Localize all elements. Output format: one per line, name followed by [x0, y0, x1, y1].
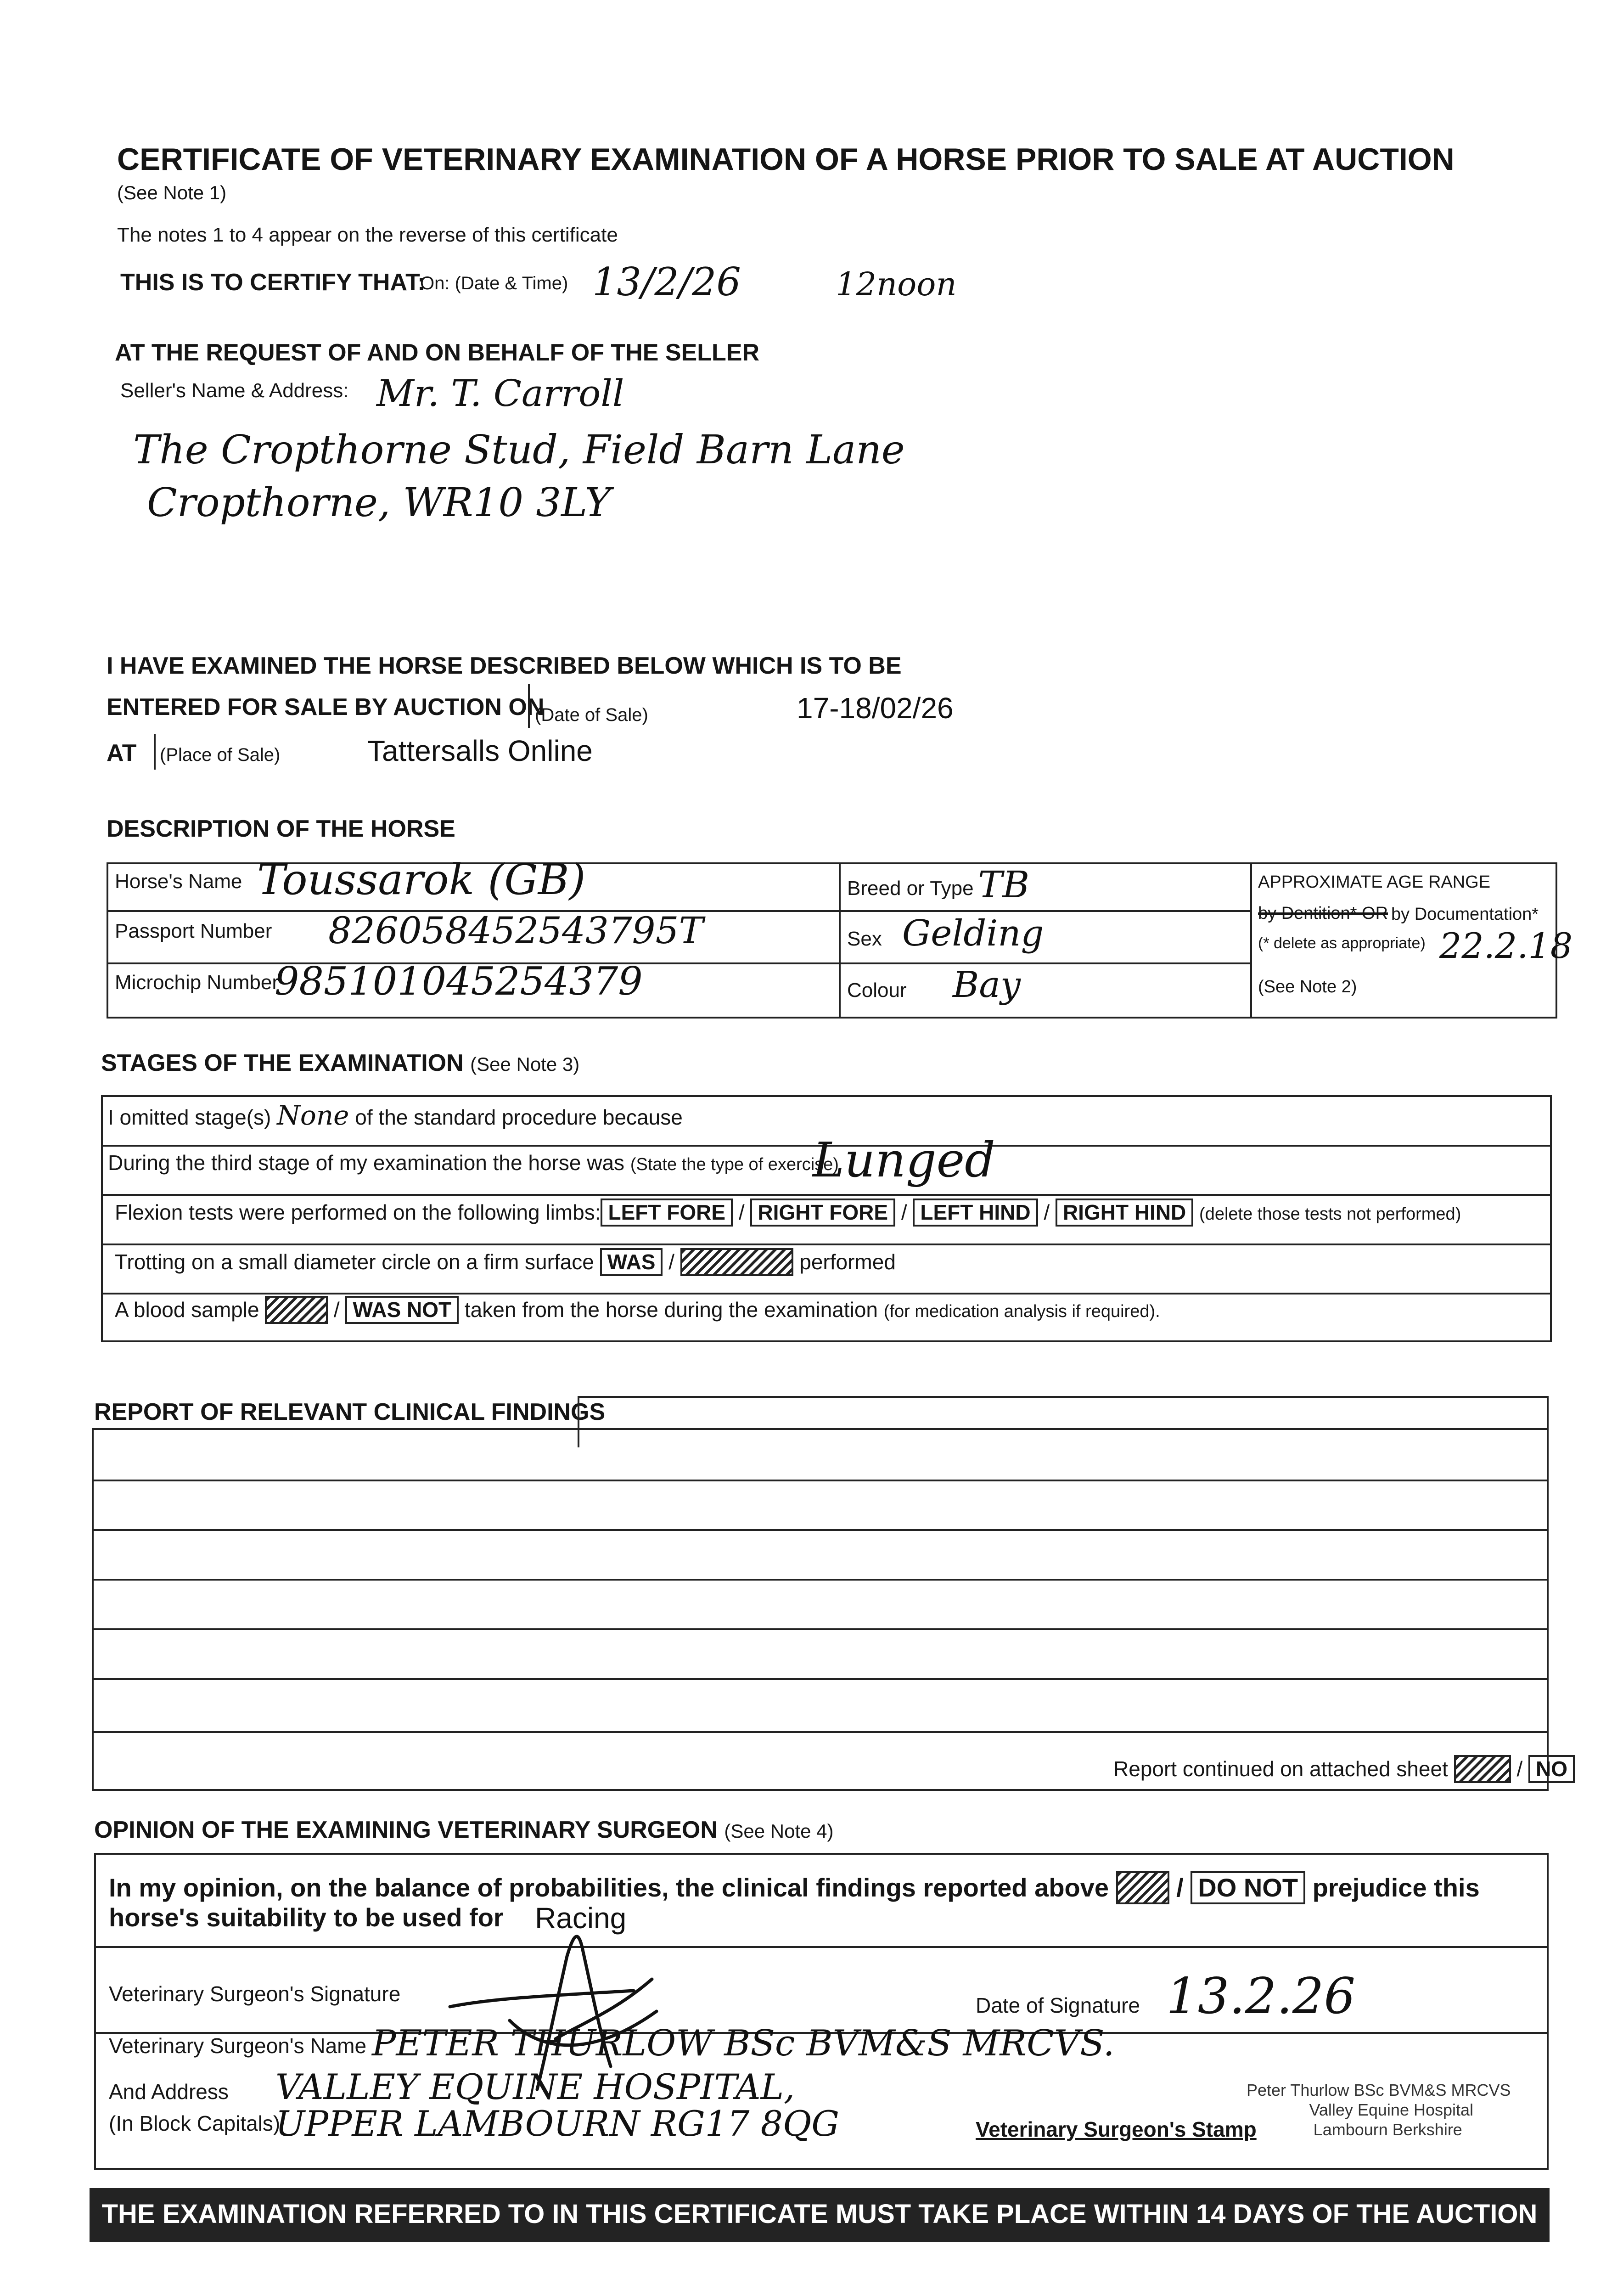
- age-by-documentation: by Documentation*: [1391, 905, 1539, 924]
- trotting-row: Trotting on a small diameter circle on a firm surface WAS / performed: [115, 1248, 896, 1276]
- sale-place-divider: [154, 734, 156, 770]
- omitted-suffix: of the standard procedure because: [355, 1105, 683, 1129]
- block-capitals-label: (In Block Capitals): [109, 2111, 281, 2135]
- seller-address-line1: The Cropthorne Stud, Field Barn Lane: [133, 427, 905, 473]
- seller-name: Mr. T. Carroll: [376, 372, 624, 415]
- flexion-row: Flexion tests were performed on the following limbs: LEFT FORE / RIGHT FORE / LEFT HIND / RIGHT HIND (delete those tests not performed): [115, 1199, 1461, 1227]
- sex-value: Gelding: [902, 913, 1044, 954]
- stamp-label: Veterinary Surgeon's Stamp: [976, 2117, 1257, 2141]
- third-stage-value: Lunged: [813, 1132, 995, 1188]
- trot-was: WAS: [600, 1248, 663, 1276]
- blood-note: (for medication analysis if required).: [883, 1302, 1160, 1321]
- vet-stamp: [1247, 2080, 1511, 2140]
- microchip-label: Microchip Number: [115, 971, 279, 994]
- horse-name-value: Toussarok (GB): [257, 855, 586, 904]
- description-col-divider-1: [839, 862, 841, 1019]
- see-note-1: (See Note 1): [117, 182, 227, 203]
- report-line-4: [92, 1628, 1549, 1630]
- notes-line: The notes 1 to 4 appear on the reverse of this certificate: [117, 224, 618, 246]
- description-heading: DESCRIPTION OF THE HORSE: [107, 816, 455, 842]
- age-heading: APPROXIMATE AGE RANGE: [1258, 872, 1491, 892]
- report-continued-row: Report continued on attached sheet / NO: [1113, 1755, 1575, 1783]
- date-of-signature-value: 13.2.26: [1166, 1968, 1356, 2025]
- third-stage-prefix: During the third stage of my examination the horse was: [108, 1151, 625, 1175]
- opinion-text-part2: prejudice this: [1312, 1873, 1480, 1902]
- age-value: 22.2.18: [1439, 925, 1573, 966]
- flexion-prefix: Flexion tests were performed on the following limbs:: [115, 1200, 601, 1224]
- report-heading: REPORT OF RELEVANT CLINICAL FINDINGS: [94, 1399, 606, 1425]
- opinion-do-not: DO NOT: [1191, 1871, 1305, 1904]
- report-continued-label: Report continued on attached sheet: [1113, 1757, 1448, 1781]
- report-line-3: [92, 1579, 1549, 1581]
- sale-date-divider: [528, 684, 530, 728]
- vet-name-label: Veterinary Surgeon's Name: [109, 2034, 367, 2058]
- opinion-do-struck: [1116, 1871, 1169, 1904]
- report-continued-yes-struck: [1454, 1755, 1511, 1783]
- breed-label: Breed or Type: [847, 877, 974, 900]
- seller-label: Seller's Name & Address:: [120, 379, 349, 402]
- vet-address-line2: UPPER LAMBOURN RG17 8QG: [275, 2103, 840, 2144]
- blood-was-struck: [265, 1296, 328, 1324]
- report-line-2: [92, 1529, 1549, 1531]
- report-line-6: [92, 1731, 1549, 1733]
- blood-suffix: taken from the horse during the examination: [464, 1298, 878, 1322]
- blood-prefix: A blood sample: [115, 1298, 259, 1322]
- flexion-left-fore: LEFT FORE: [601, 1199, 733, 1227]
- stamp-line1: Peter Thurlow BSc BVM&S MRCVS: [1247, 2081, 1511, 2099]
- exam-time-value: 12noon: [836, 265, 957, 303]
- breed-value: TB: [978, 863, 1030, 906]
- request-heading: AT THE REQUEST OF AND ON BEHALF OF THE SELLER: [115, 339, 759, 366]
- opinion-heading-line: [94, 1816, 834, 1844]
- trotting-suffix: performed: [799, 1250, 896, 1274]
- sale-date-label: (Date of Sale): [535, 705, 648, 725]
- flexion-left-hind: LEFT HIND: [913, 1199, 1038, 1227]
- stages-row-divider-3: [101, 1244, 1552, 1245]
- omitted-value: None: [277, 1100, 349, 1131]
- vet-address-label: And Address: [109, 2080, 229, 2104]
- stamp-line3: Lambourn Berkshire: [1313, 2120, 1462, 2139]
- sale-at-label: AT: [107, 740, 137, 766]
- flexion-right-fore: RIGHT FORE: [750, 1199, 895, 1227]
- date-of-signature-label: Date of Signature: [976, 1993, 1140, 2017]
- seller-address-line2: Cropthorne, WR10 3LY: [147, 480, 611, 526]
- blood-row: A blood sample / WAS NOT taken from the horse during the examination (for medication analysis if required).: [115, 1296, 1160, 1324]
- footer-text: THE EXAMINATION REFERRED TO IN THIS CERTIFICATE MUST TAKE PLACE WITHIN 14 DAYS OF THE AUCTION: [101, 2199, 1538, 2229]
- third-stage-row: [108, 1150, 839, 1175]
- exam-date-value: 13/2/26: [592, 259, 741, 304]
- sale-date-value: 17-18/02/26: [797, 692, 954, 725]
- colour-value: Bay: [953, 964, 1021, 1006]
- age-by-dentition: by Dentition* OR: [1258, 904, 1388, 923]
- report-box: [92, 1428, 1549, 1791]
- certify-on-label: On: (Date & Time): [420, 273, 568, 293]
- vet-name-value: PETER THURLOW BSc BVM&S MRCVS.: [372, 2023, 1115, 2064]
- report-line-5: [92, 1678, 1549, 1680]
- opinion-row-divider-1: [94, 1946, 1549, 1948]
- age-delete-note: (* delete as appropriate): [1258, 934, 1426, 952]
- opinion-heading: OPINION OF THE EXAMINING VETERINARY SURGEON: [94, 1817, 718, 1843]
- passport-label: Passport Number: [115, 920, 272, 942]
- trot-was-not-struck: [680, 1248, 794, 1276]
- flexion-suffix: (delete those tests not performed): [1199, 1204, 1461, 1224]
- stamp-line2: Valley Equine Hospital: [1309, 2100, 1474, 2120]
- opinion-statement-line2: horse's suitability to be used for: [109, 1903, 504, 1932]
- opinion-statement-line1: In my opinion, on the balance of probabilities, the clinical findings reported above / DO NOT prejudice this: [109, 1871, 1480, 1904]
- stages-heading-note: (See Note 3): [470, 1053, 580, 1075]
- omitted-row: [108, 1100, 683, 1131]
- stages-row-divider-2: [101, 1194, 1552, 1196]
- microchip-value: 985101045254379: [275, 959, 643, 1004]
- colour-label: Colour: [847, 979, 907, 1002]
- passport-value: 826058452543795T: [328, 909, 703, 952]
- stages-heading: STAGES OF THE EXAMINATION: [101, 1050, 464, 1076]
- entered-label: ENTERED FOR SALE BY AUCTION ON: [107, 694, 545, 720]
- age-note: (See Note 2): [1258, 977, 1357, 996]
- examined-heading: I HAVE EXAMINED THE HORSE DESCRIBED BELOW WHICH IS TO BE: [107, 653, 902, 679]
- stages-row-divider-4: [101, 1293, 1552, 1294]
- sale-place-label: (Place of Sale): [160, 745, 281, 765]
- opinion-text-part1: In my opinion, on the balance of probabilities, the clinical findings reported above: [109, 1873, 1109, 1902]
- stages-heading-line: [101, 1049, 579, 1077]
- signature-label: Veterinary Surgeon's Signature: [109, 1982, 401, 2006]
- opinion-heading-note: (See Note 4): [724, 1820, 834, 1842]
- trotting-prefix: Trotting on a small diameter circle on a firm surface: [115, 1250, 594, 1274]
- omitted-prefix: I omitted stage(s): [108, 1105, 271, 1129]
- certify-label: THIS IS TO CERTIFY THAT:: [120, 269, 426, 296]
- third-stage-note: (State the type of exercise): [630, 1155, 839, 1174]
- horse-name-label: Horse's Name: [115, 870, 242, 893]
- description-col-divider-2: [1250, 862, 1252, 1019]
- report-continued-no: NO: [1528, 1755, 1575, 1783]
- opinion-use-value: Racing: [535, 1902, 627, 1935]
- certificate-title: CERTIFICATE OF VETERINARY EXAMINATION OF A HORSE PRIOR TO SALE AT AUCTION: [117, 142, 1455, 177]
- sale-place-value: Tattersalls Online: [367, 734, 593, 767]
- sex-label: Sex: [847, 928, 882, 950]
- vet-address-line1: VALLEY EQUINE HOSPITAL,: [275, 2066, 795, 2107]
- blood-was-not: WAS NOT: [345, 1296, 459, 1324]
- flexion-right-hind: RIGHT HIND: [1056, 1199, 1193, 1227]
- report-line-1: [92, 1480, 1549, 1481]
